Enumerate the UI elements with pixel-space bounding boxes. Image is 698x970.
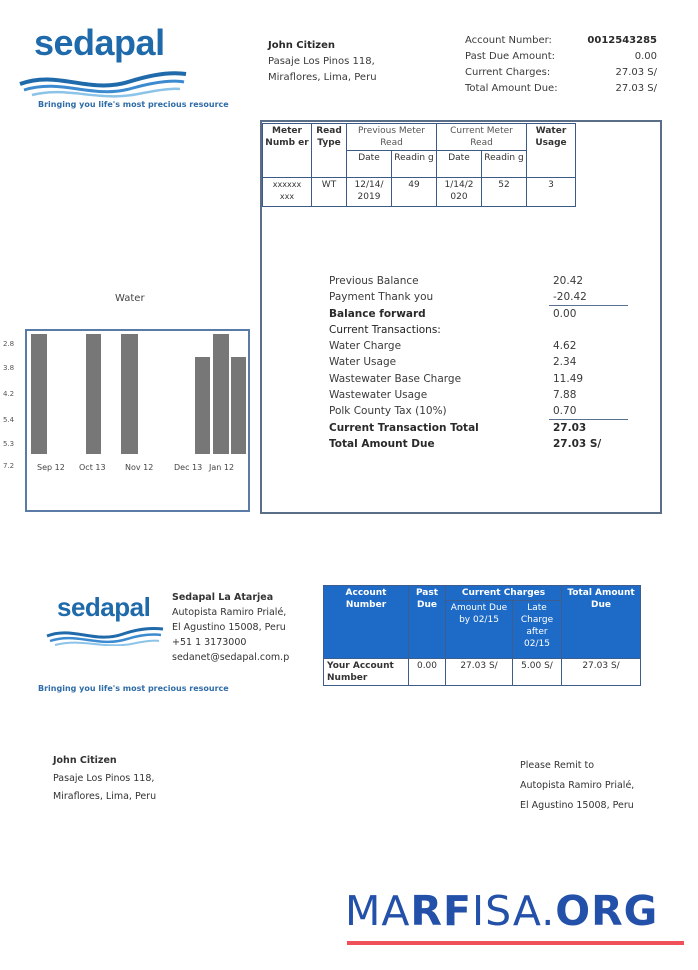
header-current-charges: Current Charges xyxy=(446,586,562,601)
ledger-row: Balance forward 0.00 xyxy=(329,307,577,320)
summary-label: Account Number: xyxy=(465,35,552,46)
header-current-read: Current Meter Read xyxy=(437,124,527,151)
stub-customer-address xyxy=(53,752,156,806)
bar-oct-13 xyxy=(86,334,101,454)
ledger-row: Water Usage 2.34 xyxy=(329,356,577,369)
ledger-row: Wastewater Base Charge 11.49 xyxy=(329,372,584,385)
x-tick: Jan 12 xyxy=(209,463,235,472)
header-previous-read: Previous Meter Read xyxy=(347,124,437,151)
cell-account-number: Your Account Number xyxy=(324,659,409,686)
header-prev-date: Date xyxy=(347,151,392,178)
y-tick: 5.3 xyxy=(3,440,15,448)
payment-stub-table xyxy=(323,585,641,686)
x-tick: Oct 13 xyxy=(79,463,106,472)
summary-label: Total Amount Due: xyxy=(465,83,558,94)
company-name: Sedapal La Atarjea xyxy=(172,592,274,603)
summary-row-total-due xyxy=(465,81,657,97)
bar-nov-12 xyxy=(121,334,138,454)
header-water-usage: Water Usage xyxy=(527,124,576,178)
customer-address-line1: Pasaje Los Pinos 118, xyxy=(268,56,375,67)
logo-wordmark: sedapal xyxy=(57,592,151,622)
header-read-type: Read Type xyxy=(312,124,347,178)
cell-meter-number: xxxxxx xxx xyxy=(263,178,312,207)
logo-wordmark: sedapal xyxy=(34,22,165,63)
stub-logo-tagline: Bringing you life's most precious resource xyxy=(38,684,229,693)
cell-total-amount-due: 27.03 S/ xyxy=(562,659,641,686)
header-account-number: Account Number xyxy=(324,586,409,659)
company-address-line2: El Agustino 15008, Peru xyxy=(172,622,286,633)
y-tick: 5.4 xyxy=(3,416,15,424)
ledger-row: Payment Thank you -20.42 xyxy=(329,291,587,304)
header-prev-reading: Readin g xyxy=(392,151,437,178)
cell-amount-due-by: 27.03 S/ xyxy=(446,659,513,686)
meter-reading-table xyxy=(262,123,576,207)
header-amount-due-by: Amount Due by 02/15 xyxy=(446,601,513,659)
chart-title: Water xyxy=(115,293,145,304)
x-tick: Dec 13 xyxy=(174,463,203,472)
charges-ledger xyxy=(329,273,629,452)
y-tick: 2.8 xyxy=(3,340,15,348)
bar-dec-13 xyxy=(195,357,210,454)
cell-late-charge: 5.00 S/ xyxy=(513,659,562,686)
cell-read-type: WT xyxy=(312,178,347,207)
customer-name: John Citizen xyxy=(268,40,336,51)
summary-value: 27.03 S/ xyxy=(615,83,657,94)
logo-tagline: Bringing you life's most precious resource xyxy=(38,100,229,109)
y-tick: 3.8 xyxy=(3,364,15,372)
summary-value: 0.00 xyxy=(634,51,657,62)
cell-curr-reading: 52 xyxy=(482,178,527,207)
header-meter-number: Meter Numb er xyxy=(263,124,312,178)
ledger-divider xyxy=(549,419,628,420)
watermark-underline xyxy=(347,941,684,945)
ledger-row: Water Charge 4.62 xyxy=(329,340,577,353)
company-phone: +51 1 3173000 xyxy=(172,637,247,648)
remit-to-address xyxy=(520,756,634,816)
company-info xyxy=(172,590,289,665)
ledger-row: Current Transaction Total 27.03 xyxy=(329,421,587,434)
customer-address-line2: Miraflores, Lima, Peru xyxy=(53,791,157,802)
y-tick: 7.2 xyxy=(3,462,15,470)
header-curr-date: Date xyxy=(437,151,482,178)
ledger-row: Polk County Tax (10%) 0.70 xyxy=(329,405,577,418)
ledger-row: Wastewater Usage 7.88 xyxy=(329,389,577,402)
ledger-row: Current Transactions: xyxy=(329,323,441,336)
bar-jan-12-a xyxy=(213,334,229,454)
x-tick: Sep 12 xyxy=(37,463,65,472)
ledger-row: Total Amount Due 27.03 S/ xyxy=(329,437,602,450)
company-address-line1: Autopista Ramiro Prialé, xyxy=(172,607,287,618)
sedapal-logo xyxy=(18,22,188,97)
header-curr-reading: Readin g xyxy=(482,151,527,178)
wave-icon xyxy=(18,64,188,98)
company-email: sedanet@sedapal.com.p xyxy=(172,652,290,663)
remit-line2: El Agustino 15008, Peru xyxy=(520,800,634,811)
header-past-due: Past Due xyxy=(409,586,446,659)
summary-value: 0012543285 xyxy=(587,35,657,46)
summary-label: Current Charges: xyxy=(465,67,551,78)
header-total-amount-due: Total Amount Due xyxy=(562,586,641,659)
marfisa-watermark: MARFISA.ORG xyxy=(345,887,659,935)
cell-curr-date: 1/14/2 020 xyxy=(437,178,482,207)
customer-address-line1: Pasaje Los Pinos 118, xyxy=(53,773,155,784)
ledger-row: Previous Balance 20.42 xyxy=(329,275,584,287)
wave-icon xyxy=(45,622,165,646)
x-tick: Nov 12 xyxy=(125,463,154,472)
cell-past-due: 0.00 xyxy=(409,659,446,686)
customer-address xyxy=(268,38,377,86)
table-row xyxy=(263,178,576,207)
bar-sep-12 xyxy=(31,334,47,454)
cell-prev-date: 12/14/ 2019 xyxy=(347,178,392,207)
bar-jan-12-b xyxy=(231,357,246,454)
customer-address-line2: Miraflores, Lima, Peru xyxy=(268,72,377,83)
cell-prev-reading: 49 xyxy=(392,178,437,207)
cell-water-usage: 3 xyxy=(527,178,576,207)
remit-title: Please Remit to xyxy=(520,760,595,771)
account-summary xyxy=(465,33,657,97)
summary-row-past-due xyxy=(465,49,657,65)
header-late-charge: Late Charge after 02/15 xyxy=(513,601,562,659)
y-tick: 4.2 xyxy=(3,390,15,398)
summary-value: 27.03 S/ xyxy=(615,67,657,78)
summary-label: Past Due Amount: xyxy=(465,51,556,62)
table-row xyxy=(324,659,641,686)
ledger-divider xyxy=(549,305,628,306)
stub-sedapal-logo xyxy=(45,592,165,642)
summary-row-current-charges xyxy=(465,65,657,81)
summary-row-account-number xyxy=(465,33,657,49)
customer-name: John Citizen xyxy=(53,755,117,766)
remit-line1: Autopista Ramiro Prialé, xyxy=(520,780,635,791)
